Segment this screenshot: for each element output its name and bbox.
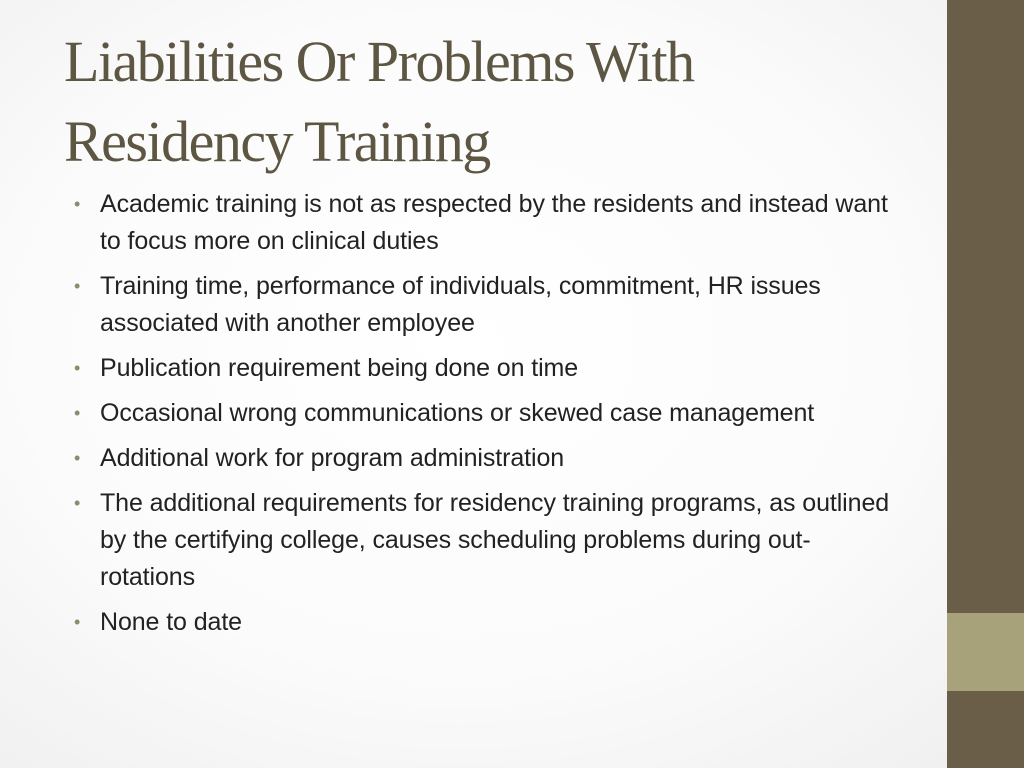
bullet-item	[72, 350, 892, 387]
slide-title	[64, 22, 924, 182]
bullet-item	[72, 604, 892, 641]
bullet-text: Training time, performance of individuals, commitment, HR issues associated with another employee	[100, 272, 821, 337]
bullet-dot-icon: •	[74, 276, 81, 296]
bullet-text: None to date	[100, 608, 242, 636]
bullet-text: Additional work for program administration	[100, 444, 565, 472]
bullet-item	[72, 186, 892, 260]
bullet-item	[72, 395, 892, 432]
bullet-text: Publication requirement being done on time	[100, 354, 579, 382]
bullet-text: Occasional wrong communications or skewed case management	[100, 399, 815, 427]
bullet-item	[72, 485, 892, 596]
title-line-1: Liabilities Or Problems With	[64, 29, 694, 94]
bullet-dot-icon: •	[74, 448, 81, 468]
sidebar-accent-block	[947, 613, 1024, 691]
bullet-dot-icon: •	[74, 194, 81, 214]
bullet-dot-icon: •	[74, 612, 81, 632]
bullet-list	[72, 186, 892, 649]
bullet-item	[72, 268, 892, 342]
bullet-text: Academic training is not as respected by the residents and instead want to focus more on clinical duties	[100, 190, 888, 255]
bullet-dot-icon: •	[74, 403, 81, 423]
bullet-item	[72, 440, 892, 477]
bullet-dot-icon: •	[74, 358, 81, 378]
bullet-dot-icon: •	[74, 493, 81, 513]
bullet-text: The additional requirements for residency training programs, as outlined by the certifying college, causes scheduling problems during out-rotations	[100, 489, 890, 591]
title-line-2: Residency Training	[64, 109, 490, 174]
